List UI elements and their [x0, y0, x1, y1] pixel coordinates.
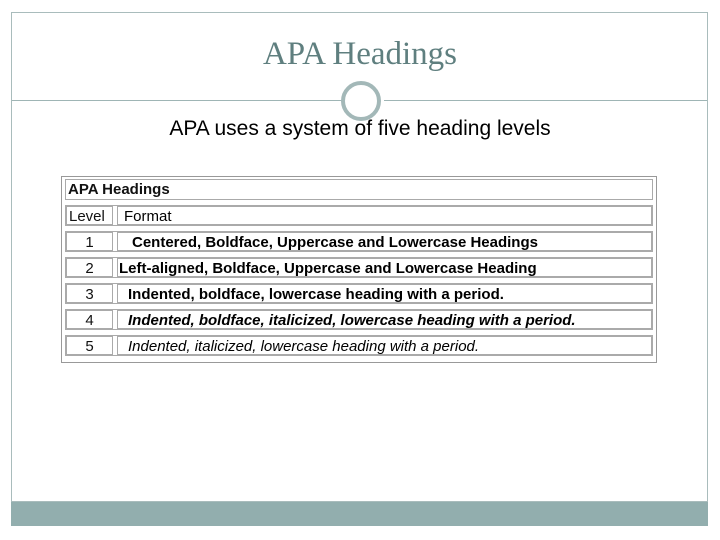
format-cell: Left-aligned, Boldface, Uppercase and Lowercase Heading [117, 258, 652, 277]
format-cell: Indented, boldface, italicized, lowercase heading with a period. [117, 310, 652, 329]
column-header-format: Format [117, 206, 652, 225]
slide-subtitle: APA uses a system of five heading levels [169, 117, 551, 140]
title-divider-right [384, 100, 707, 101]
table-row [65, 335, 653, 356]
level-cell: 4 [66, 310, 113, 329]
level-cell: 1 [66, 232, 113, 251]
level-cell: 2 [66, 258, 113, 277]
slide-title: APA Headings [262, 36, 458, 72]
table-caption: APA Headings [68, 181, 170, 198]
level-cell: 5 [66, 336, 113, 355]
title-divider-left [12, 100, 342, 101]
table-row [65, 309, 653, 330]
table-row [65, 231, 653, 252]
format-cell: Indented, italicized, lowercase heading with a period. [117, 336, 652, 355]
circle-ornament-icon [341, 81, 381, 121]
table-caption-row [65, 179, 653, 200]
table-row [65, 257, 653, 278]
format-cell: Centered, Boldface, Uppercase and Lowercase Headings [117, 232, 652, 251]
footer-bar [11, 502, 708, 526]
table-row [65, 283, 653, 304]
apa-headings-table [61, 176, 657, 363]
format-cell: Indented, boldface, lowercase heading with a period. [117, 284, 652, 303]
level-cell: 3 [66, 284, 113, 303]
table-header-row [65, 205, 653, 226]
column-header-level: Level [66, 206, 113, 225]
